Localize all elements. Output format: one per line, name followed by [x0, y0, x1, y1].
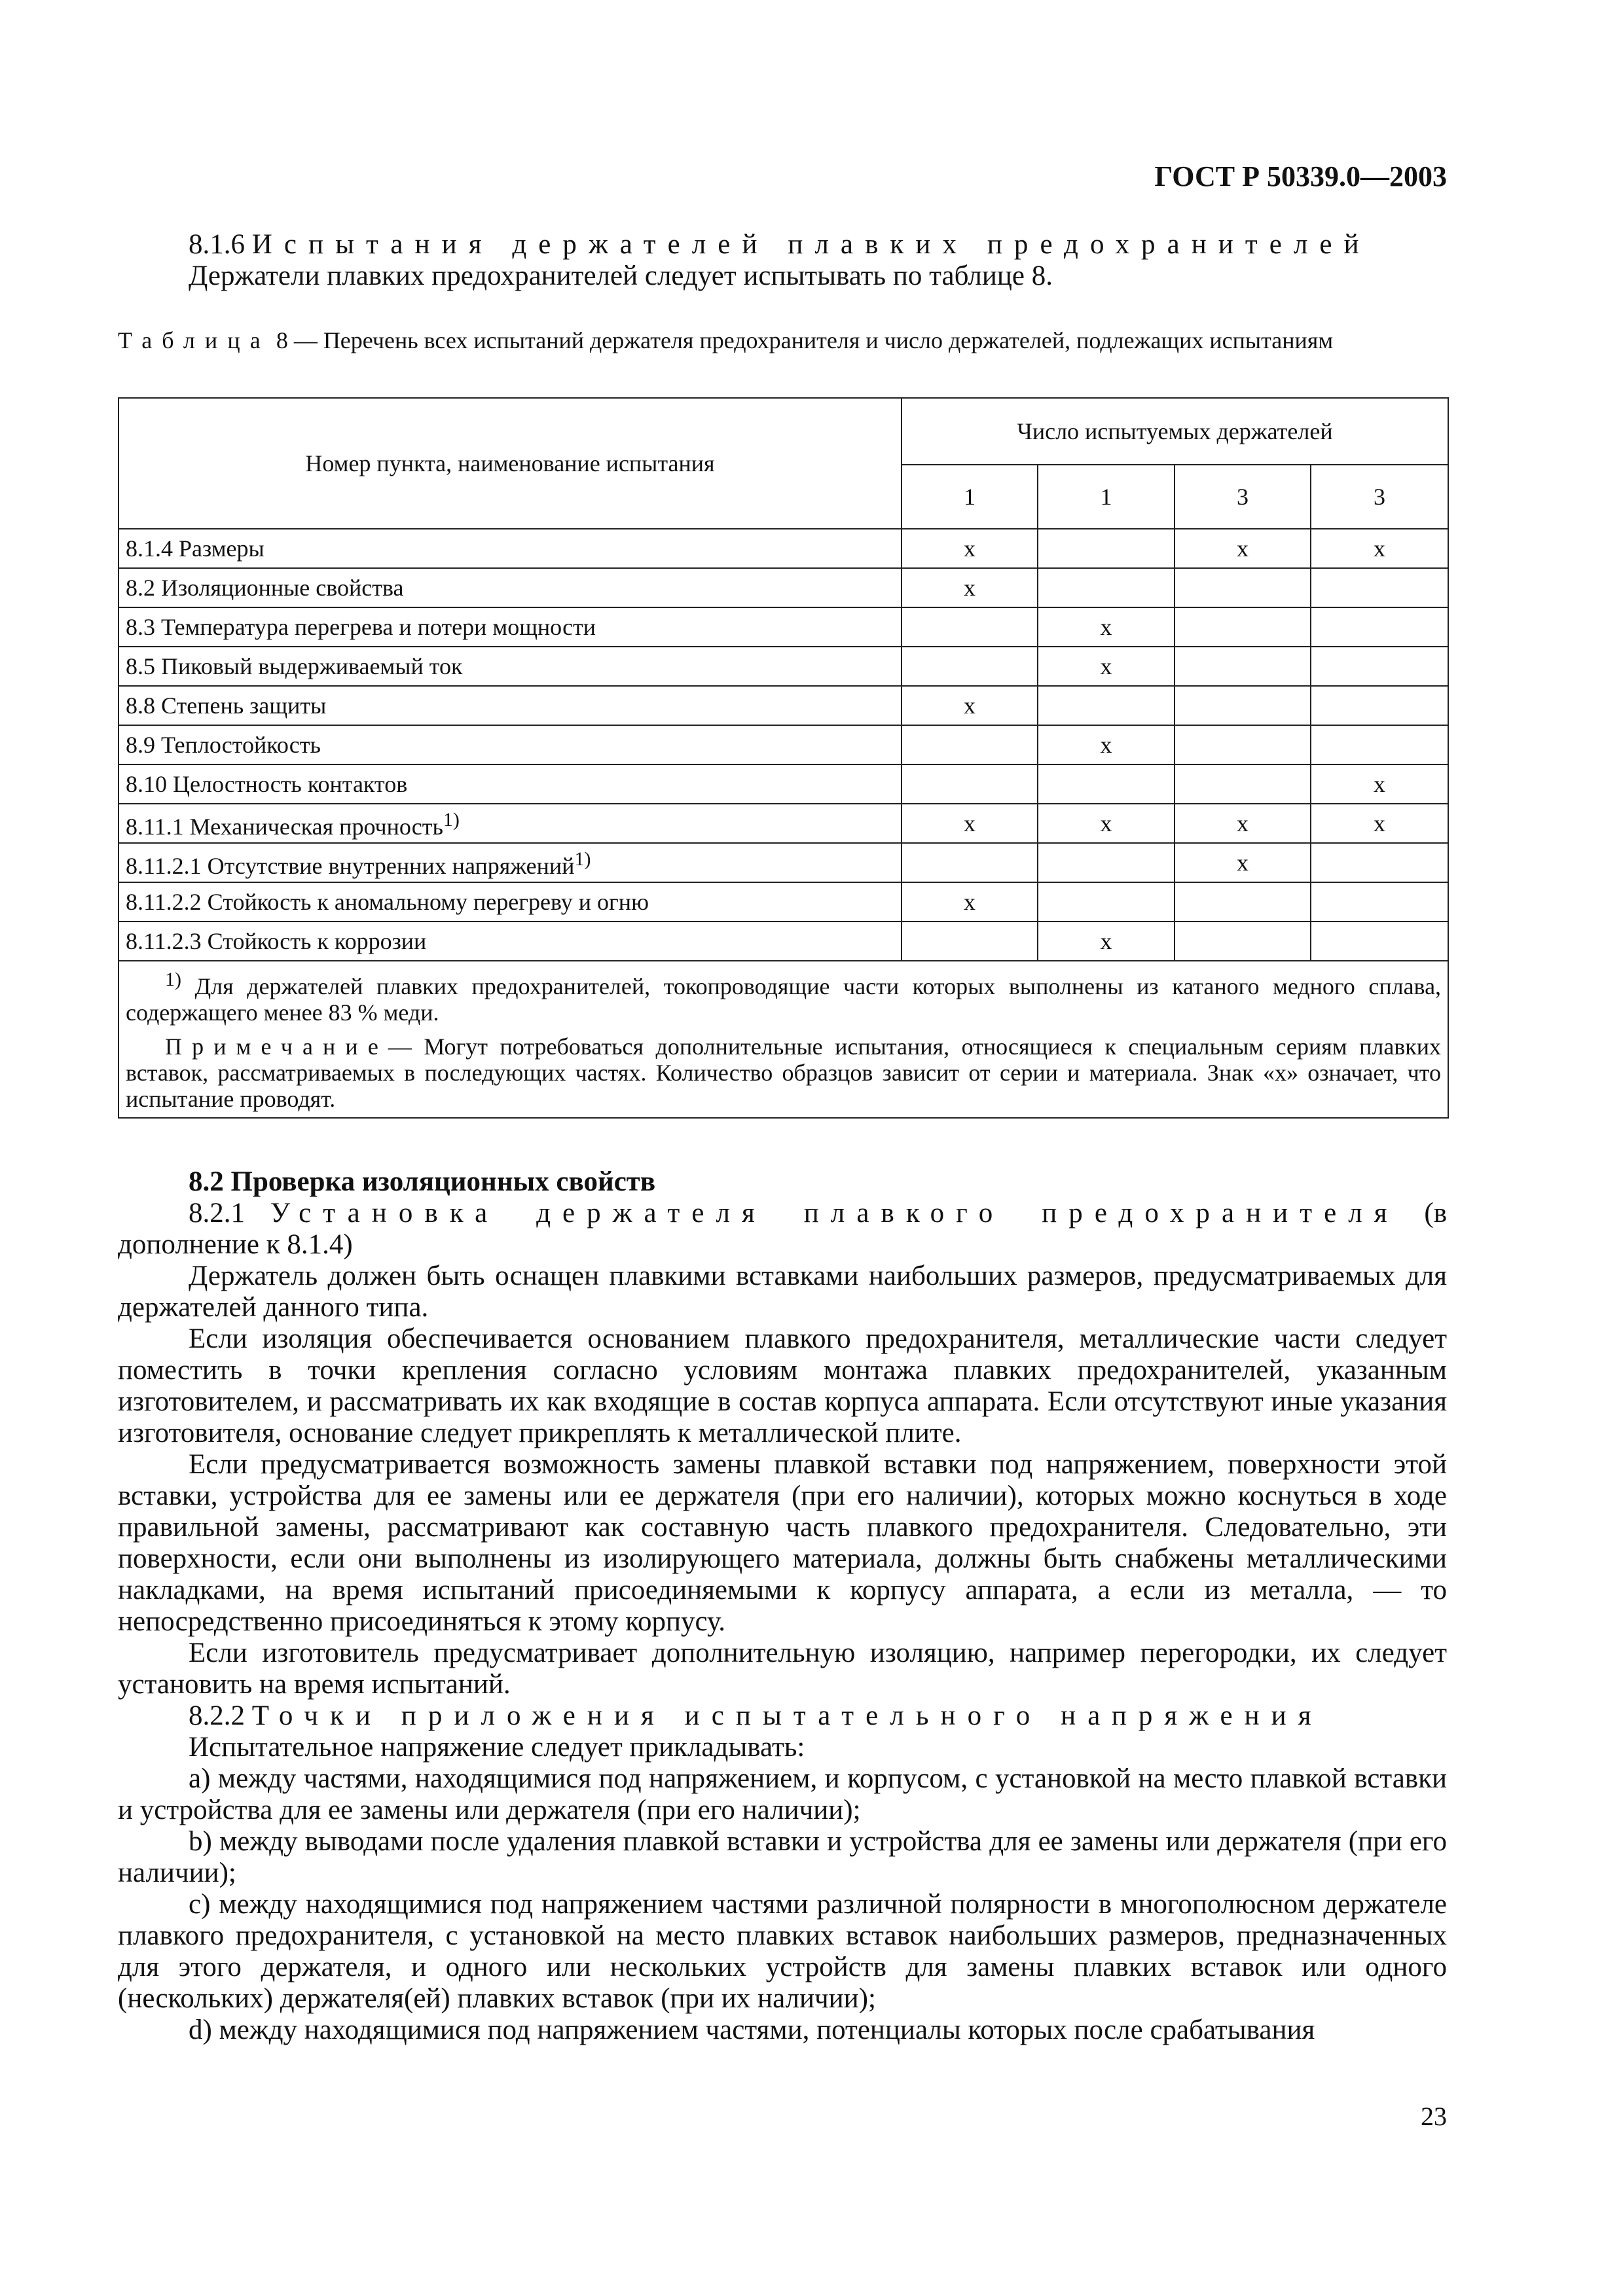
- mark-cell: [1038, 686, 1175, 725]
- test-name: 8.11.2.3 Стойкость к коррозии: [126, 928, 427, 954]
- mark-cell: [1175, 922, 1311, 961]
- count-cell: 1: [902, 465, 1038, 529]
- col-header-test: Номер пункта, наименование испытания: [119, 398, 902, 529]
- note-label: Примечание: [165, 1033, 388, 1060]
- mark-cell: [1038, 568, 1175, 607]
- test-name-cell: [119, 686, 902, 725]
- list-item: c) между находящимися под напряжением частями различной полярности в многополюсном держателе плавкого предохранителя, с установкой на место плавких вставок наибольших размеров, предназначенных для этого держателя, и одного или нескольких устройств для замены плавких вставок или одного (нескольких) держателя(ей) плавких вставок (при их наличии);: [118, 1889, 1447, 2014]
- mark-cell: [1175, 882, 1311, 922]
- note-body: — Могут потребоваться дополнительные испытания, относящиеся к специальным сериям плавких вставок, рассматриваемых в последующих частях. Количество образцов зависит от серии и материала. Знак «x» означает, что испытание проводят.: [126, 1033, 1442, 1112]
- mark-cell: x: [1175, 529, 1311, 568]
- test-name: 8.11.1 Механическая прочность: [126, 814, 443, 840]
- paragraph: Если предусматривается возможность замены плавкой вставки под напряжением, поверхности этой вставки, устройства для ее замены или ее держателя (при его наличии), которых можно коснуться в ходе правильной замены, рассматривают как составную часть плавкого предохранителя. Следовательно, эти поверхности, если они выполнены из изолирующего материала, должны быть снабжены металлическими накладками, на время испытаний присоединяемыми к корпусу аппарата, а если из металла, — то непосредственно присоединяться к этому корпусу.: [118, 1449, 1447, 1637]
- table-row: [119, 922, 1448, 961]
- clause-8-2-2: [118, 1700, 1447, 1732]
- test-name-cell: [119, 882, 902, 922]
- table-body: [119, 529, 1448, 961]
- section-8-1-6-text: Держатели плавких предохранителей следует испытывать по таблице 8.: [189, 260, 1053, 291]
- table-footnote: [119, 961, 1448, 1118]
- test-name-cell: [119, 764, 902, 804]
- mark-cell: [1038, 764, 1175, 804]
- test-name-cell: [119, 647, 902, 686]
- mark-cell: [1311, 607, 1448, 647]
- clause-title: Точки приложения испытательного напряжения: [251, 1700, 1323, 1731]
- mark-cell: [1175, 725, 1311, 764]
- clause-title: Установка держателя плавкого предохранителя: [270, 1198, 1399, 1229]
- section-8-1-6: [118, 229, 1447, 292]
- test-name: 8.11.2.2 Стойкость к аномальному перегреву и огню: [126, 889, 649, 915]
- section-8-2: [118, 1166, 1447, 2046]
- table-row: [119, 607, 1448, 647]
- mark-cell: x: [1175, 804, 1311, 843]
- mark-cell: [902, 607, 1038, 647]
- mark-cell: x: [902, 686, 1038, 725]
- mark-cell: [1038, 529, 1175, 568]
- footnote-text: [126, 967, 1441, 1026]
- mark-cell: [1038, 843, 1175, 882]
- footnote-body: Для держателей плавких предохранителей, токопроводящие части которых выполнены из катаного медного сплава, содержащего менее 83 % меди.: [126, 973, 1442, 1026]
- clause-tail: (в дополнение к 8.1.4): [118, 1198, 1448, 1260]
- test-name-cell: [119, 529, 902, 568]
- mark-cell: x: [1311, 764, 1448, 804]
- table-caption-text: 8 — Перечень всех испытаний держателя предохранителя и число держателей, подлежащих испытаниям: [276, 327, 1334, 353]
- mark-cell: x: [1038, 725, 1175, 764]
- test-name: 8.8 Степень защиты: [126, 692, 327, 719]
- mark-cell: [902, 764, 1038, 804]
- mark-cell: x: [1038, 607, 1175, 647]
- mark-cell: [1175, 647, 1311, 686]
- test-name-cell: [119, 843, 902, 882]
- tests-table: [118, 397, 1449, 1119]
- mark-cell: [902, 647, 1038, 686]
- test-name: 8.1.4 Размеры: [126, 535, 264, 562]
- table-row: [119, 529, 1448, 568]
- mark-cell: x: [902, 804, 1038, 843]
- clause-number: 8.2.2: [189, 1700, 245, 1731]
- mark-cell: [1311, 843, 1448, 882]
- count-cell: 3: [1311, 465, 1448, 529]
- test-name: 8.2 Изоляционные свойства: [126, 575, 404, 601]
- test-name-cell: [119, 804, 902, 843]
- table-row: [119, 647, 1448, 686]
- mark-cell: [1175, 607, 1311, 647]
- mark-cell: x: [1038, 922, 1175, 961]
- mark-cell: [1311, 882, 1448, 922]
- test-name: 8.9 Теплостойкость: [126, 732, 321, 758]
- mark-cell: x: [1038, 647, 1175, 686]
- table-caption-label: Таблица: [118, 327, 270, 353]
- paragraph: Если изоляция обеспечивается основанием плавкого предохранителя, металлические части следует поместить в точки крепления согласно условиям монтажа плавких предохранителей, указанным изготовителем, и рассматривать их как входящие в состав корпуса аппарата. Если отсутствуют иные указания изготовителя, основание следует прикреплять к металлической плите.: [118, 1323, 1447, 1448]
- mark-cell: [902, 843, 1038, 882]
- section-8-1-6-title: [118, 229, 1447, 260]
- mark-cell: x: [902, 568, 1038, 607]
- table-row: [119, 764, 1448, 804]
- table-footnote-row: [119, 961, 1448, 1118]
- count-cell: 1: [1038, 465, 1175, 529]
- mark-cell: [1311, 568, 1448, 607]
- mark-cell: [1311, 647, 1448, 686]
- list-item: d) между находящимися под напряжением частями, потенциалы которых после срабатывания: [189, 2015, 1315, 2045]
- mark-cell: [1311, 922, 1448, 961]
- mark-cell: x: [1038, 804, 1175, 843]
- section-number: 8.1.6: [189, 229, 245, 260]
- test-name-cell: [119, 922, 902, 961]
- footnote-mark: 1): [165, 969, 181, 990]
- test-name: 8.10 Целостность контактов: [126, 771, 408, 797]
- list-item: b) между выводами после удаления плавкой вставки и устройства для ее замены или держателя (при его наличии);: [118, 1826, 1447, 1888]
- mark-cell: x: [902, 529, 1038, 568]
- footnote-ref: 1): [443, 809, 460, 831]
- test-name: 8.5 Пиковый выдерживаемый ток: [126, 653, 463, 679]
- document-header: ГОСТ Р 50339.0—2003: [1154, 160, 1447, 192]
- mark-cell: x: [1311, 529, 1448, 568]
- mark-cell: x: [902, 882, 1038, 922]
- table-row: [119, 725, 1448, 764]
- test-name-cell: [119, 725, 902, 764]
- test-name: 8.11.2.1 Отсутствие внутренних напряжений: [126, 853, 575, 879]
- clause-number: 8.2.1: [189, 1198, 245, 1229]
- clause-8-2-1: [118, 1198, 1447, 1261]
- mark-cell: x: [1175, 843, 1311, 882]
- test-name: 8.3 Температура перегрева и потери мощности: [126, 614, 596, 640]
- count-cell: 3: [1175, 465, 1311, 529]
- paragraph: Держатель должен быть оснащен плавкими вставками наибольших размеров, предусматриваемых для держателей данного типа.: [118, 1261, 1447, 1323]
- mark-cell: [1311, 725, 1448, 764]
- list-item: a) между частями, находящимися под напряжением, и корпусом, с установкой на место плавкой вставки и устройства для ее замены или держателя (при его наличии);: [118, 1763, 1447, 1825]
- section-title: Испытания держателей плавких предохранителей: [251, 229, 1371, 260]
- section-8-2-heading: 8.2 Проверка изоляционных свойств: [189, 1166, 656, 1197]
- page-number: 23: [1421, 2102, 1447, 2131]
- mark-cell: x: [1311, 804, 1448, 843]
- col-header-group: Число испытуемых держателей: [902, 398, 1448, 465]
- mark-cell: [1175, 686, 1311, 725]
- mark-cell: [1175, 568, 1311, 607]
- paragraph: Испытательное напряжение следует прикладывать:: [189, 1732, 805, 1763]
- table-row: [119, 843, 1448, 882]
- footnote-ref: 1): [574, 848, 591, 870]
- mark-cell: [1175, 764, 1311, 804]
- mark-cell: [902, 725, 1038, 764]
- mark-cell: [1038, 882, 1175, 922]
- note-text: [126, 1033, 1441, 1112]
- table-caption: [118, 327, 1447, 353]
- table-row: [119, 882, 1448, 922]
- test-name-cell: [119, 607, 902, 647]
- test-name-cell: [119, 568, 902, 607]
- mark-cell: [902, 922, 1038, 961]
- table-header-row: [119, 398, 1448, 465]
- paragraph: Если изготовитель предусматривает дополнительную изоляцию, например перегородки, их следует установить на время испытаний.: [118, 1638, 1447, 1700]
- table-row: [119, 568, 1448, 607]
- table-row: [119, 804, 1448, 843]
- table-row: [119, 686, 1448, 725]
- mark-cell: [1311, 686, 1448, 725]
